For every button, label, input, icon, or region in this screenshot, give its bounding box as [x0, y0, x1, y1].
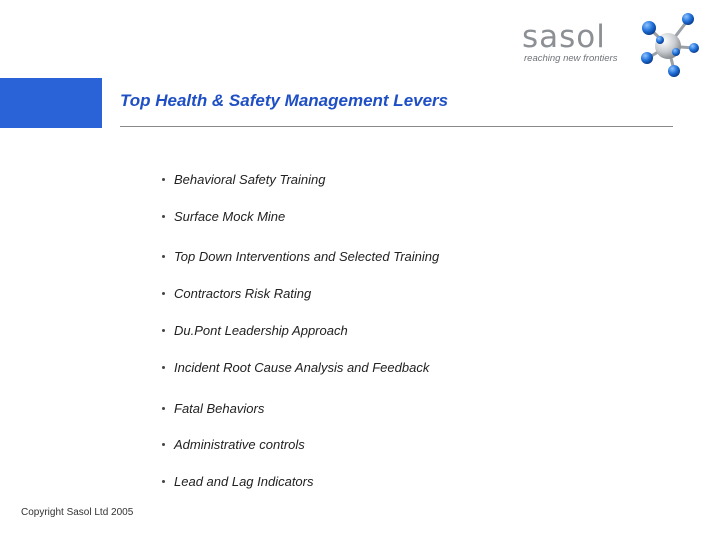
bullet-dot-icon [162, 407, 165, 410]
bullet-text: Administrative controls [174, 437, 305, 452]
list-item [162, 360, 429, 375]
list-item [162, 172, 326, 187]
bullet-dot-icon [162, 366, 165, 369]
bullet-text: Incident Root Cause Analysis and Feedback [174, 360, 430, 375]
list-item [162, 323, 348, 338]
logo-tagline: reaching new frontiers [524, 53, 618, 64]
list-item [162, 286, 311, 301]
list-item [162, 401, 264, 416]
bullet-dot-icon [162, 178, 165, 181]
bullet-text: Contractors Risk Rating [174, 286, 312, 301]
bullet-dot-icon [162, 255, 165, 258]
list-item [162, 474, 314, 489]
bullet-text: Behavioral Safety Training [174, 172, 326, 187]
title-accent-bar [0, 78, 102, 128]
list-item [162, 249, 439, 264]
bullet-dot-icon [162, 215, 165, 218]
bullet-text: Top Down Interventions and Selected Training [174, 249, 440, 264]
list-item [162, 209, 285, 224]
slide-title: Top Health & Safety Management Levers [120, 91, 449, 110]
logo-wordmark: sasol [522, 19, 606, 55]
bullet-text: Lead and Lag Indicators [174, 474, 314, 489]
bullet-text: Fatal Behaviors [174, 401, 265, 416]
bullet-dot-icon [162, 292, 165, 295]
bullet-text: Du.Pont Leadership Approach [174, 323, 348, 338]
bullet-text: Surface Mock Mine [174, 209, 286, 224]
bullet-dot-icon [162, 443, 165, 446]
list-item [162, 437, 305, 452]
bullet-dot-icon [162, 480, 165, 483]
bullet-dot-icon [162, 329, 165, 332]
title-divider [120, 126, 673, 127]
copyright-notice: Copyright Sasol Ltd 2005 [21, 507, 134, 518]
molecule-logo-icon [636, 10, 700, 78]
